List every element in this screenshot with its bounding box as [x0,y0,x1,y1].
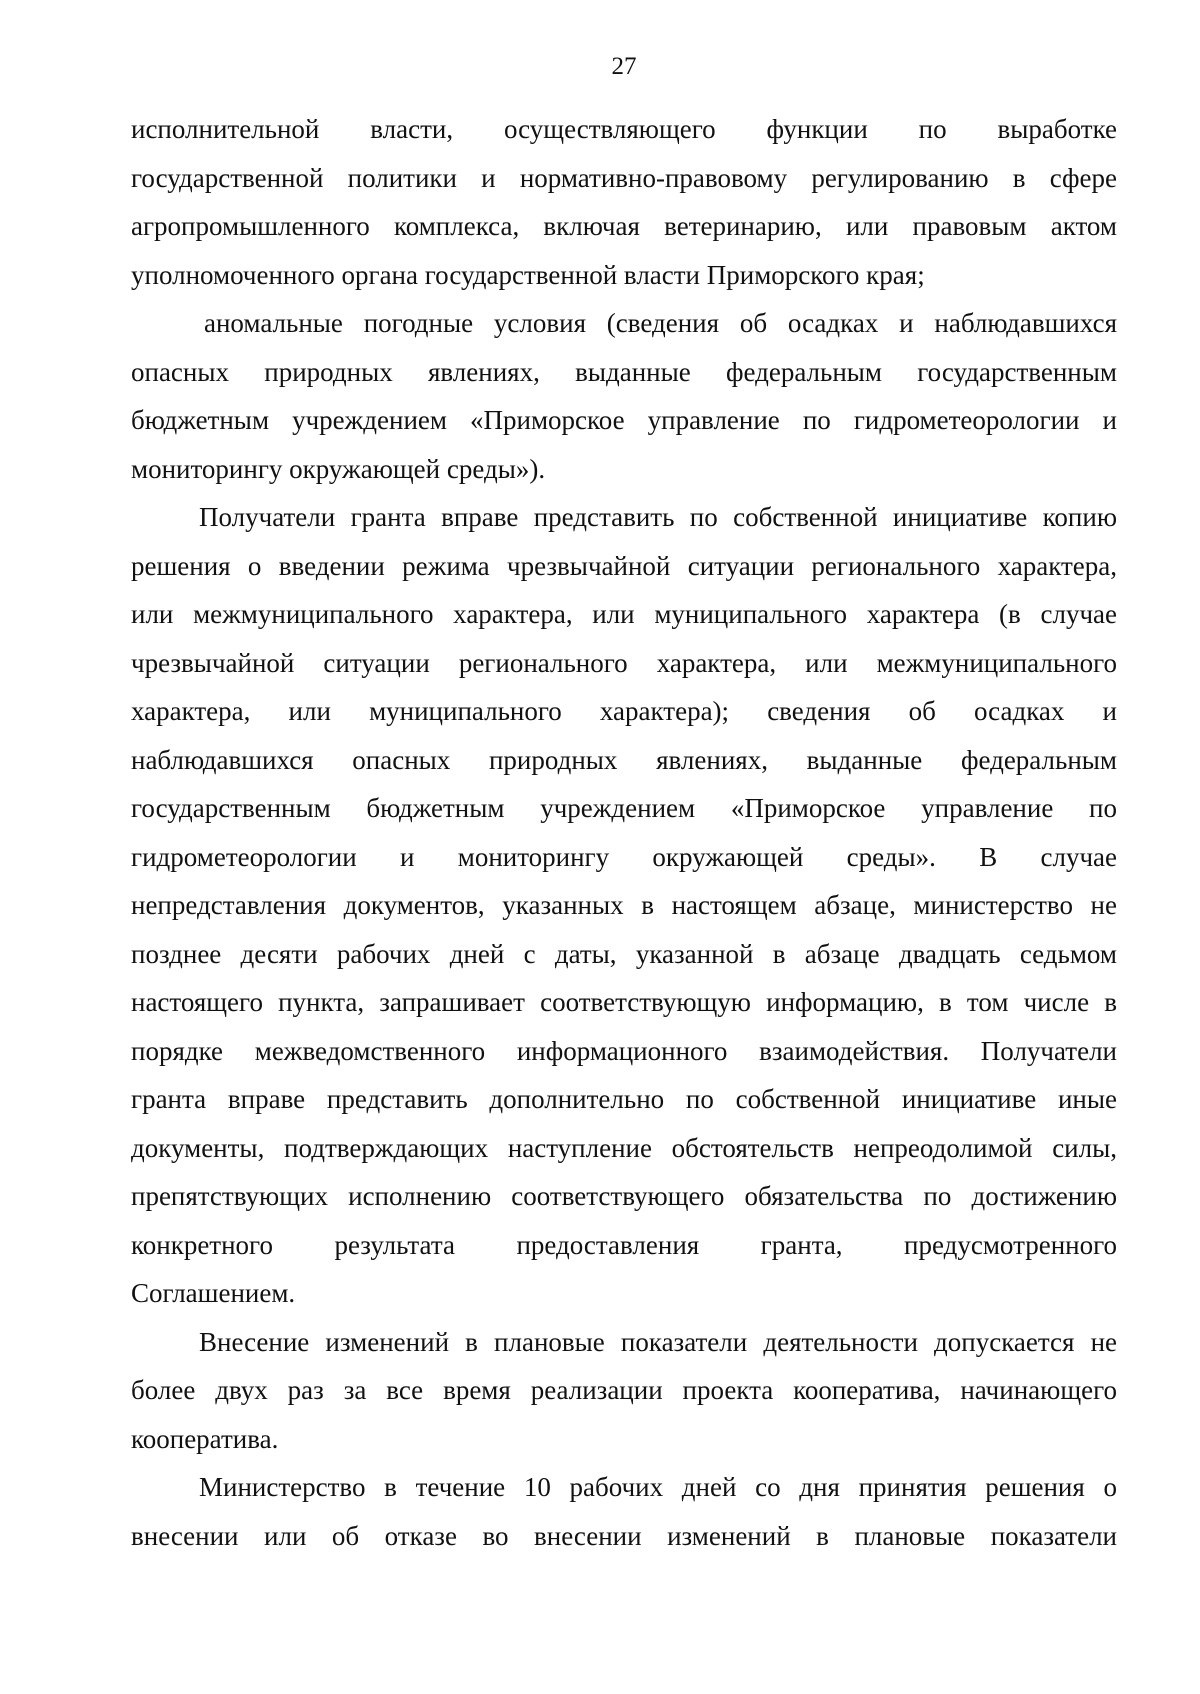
text-line: государственной политики и нормативно-правовому регулированию в сфере [131,162,1117,193]
text-line: Соглашением. [131,1278,296,1308]
text-line: конкретного результата предоставления гранта, предусмотренного [131,1229,1117,1260]
text-line: препятствующих исполнению соответствующего обязательства по достижению [131,1181,1117,1211]
text-line: или межмуниципального характера, или муниципального характера (в случае [131,599,1117,629]
text-line: аномальные погодные условия (сведения об осадках и наблюдавшихся [204,308,1117,338]
text-line: гранта вправе представить дополнительно по собственной инициативе иные [131,1084,1117,1114]
text-line: наблюдавшихся опасных природных явлениях, выданные федеральным [131,744,1117,775]
text-line: характера, или муниципального характера); сведения об осадках и [131,696,1117,726]
text-line: агропромышленного комплекса, включая ветеринарию, или правовым актом [131,211,1117,241]
text-line: Внесение изменений в плановые показатели деятельности допускается не [199,1326,1117,1357]
text-line: позднее десяти рабочих дней с даты, указанной в абзаце двадцать седьмом [131,938,1117,969]
paragraph-4 [131,1318,1117,1464]
text-line: исполнительной власти, осуществляющего функции по выработке [131,114,1117,144]
text-line: государственным бюджетным учреждением «Приморское управление по [131,793,1117,823]
paragraph-1 [131,105,1117,299]
text-line: Получатели гранта вправе представить по собственной инициативе копию [199,502,1117,532]
text-line: опасных природных явлениях, выданные федеральным государственным [131,356,1117,387]
paragraph-2 [131,299,1117,493]
text-line: внесении или об отказе во внесении изменений в плановые показатели [131,1520,1117,1551]
paragraph-3 [131,493,1117,1318]
text-line: чрезвычайной ситуации регионального характера, или межмуниципального [131,647,1117,678]
text-line: порядке межведомственного информационного взаимодействия. Получатели [131,1035,1117,1066]
document-body [131,105,1117,1560]
page-number: 27 [611,53,637,80]
text-line: решения о введении режима чрезвычайной ситуации регионального характера, [131,550,1117,581]
text-line: непредставления документов, указанных в настоящем абзаце, министерство не [131,890,1117,920]
text-line: документы, подтверждающих наступление обстоятельств непреодолимой силы, [131,1132,1117,1163]
text-line: кооператива. [131,1423,279,1454]
text-line: настоящего пункта, запрашивает соответствующую информацию, в том числе в [131,987,1117,1017]
text-line: мониторингу окружающей среды»). [131,453,546,484]
paragraph-5 [131,1463,1117,1560]
text-line: уполномоченного органа государственной власти Приморского края; [131,259,925,290]
text-line: бюджетным учреждением «Приморское управление по гидрометеорологии и [131,405,1117,435]
text-line: Министерство в течение 10 рабочих дней со дня принятия решения о [199,1472,1117,1502]
text-line: гидрометеорологии и мониторингу окружающей среды». В случае [131,841,1117,872]
text-line: более двух раз за все время реализации проекта кооператива, начинающего [131,1375,1117,1405]
